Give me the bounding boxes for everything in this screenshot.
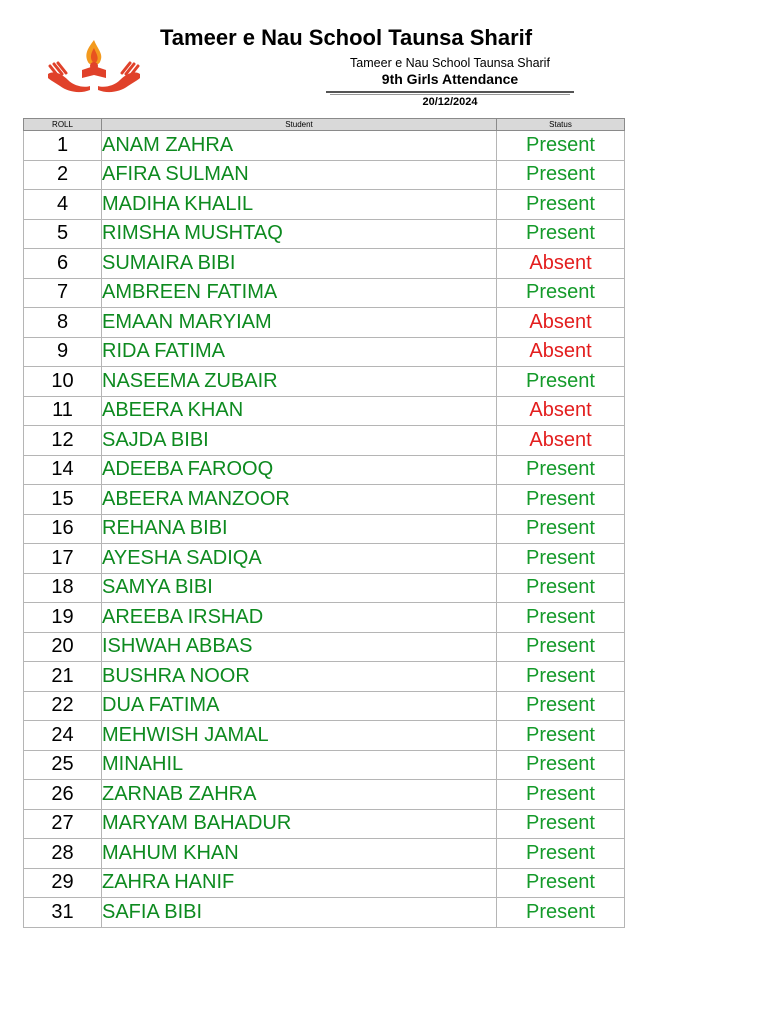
student-name-cell: SAJDA BIBI [102,426,497,456]
student-name-cell: AFIRA SULMAN [102,160,497,190]
status-cell: Absent [497,249,625,279]
attendance-table [23,118,625,928]
student-name-cell: ZARNAB ZAHRA [102,780,497,810]
student-name-cell: ABEERA MANZOOR [102,485,497,515]
table-row [24,160,625,190]
student-name-cell: ISHWAH ABBAS [102,632,497,662]
roll-cell: 28 [24,839,102,869]
roll-cell: 4 [24,190,102,220]
roll-cell: 27 [24,809,102,839]
table-row [24,308,625,338]
status-cell: Present [497,544,625,574]
roll-cell: 21 [24,662,102,692]
table-row [24,662,625,692]
status-cell: Present [497,721,625,751]
student-name-cell: RIDA FATIMA [102,337,497,367]
student-name-cell: ANAM ZAHRA [102,131,497,161]
roll-cell: 2 [24,160,102,190]
attendance-date: 20/12/2024 [422,96,478,108]
status-cell: Present [497,455,625,485]
class-title: 9th Girls Attendance [381,71,519,87]
status-cell: Present [497,190,625,220]
status-cell: Present [497,691,625,721]
student-name-cell: SAFIA BIBI [102,898,497,928]
roll-cell: 29 [24,868,102,898]
table-row [24,721,625,751]
table-row [24,603,625,633]
status-cell: Present [497,780,625,810]
title-underline-thin [330,94,570,95]
roll-cell: 15 [24,485,102,515]
table-row [24,868,625,898]
status-cell: Present [497,750,625,780]
roll-cell: 17 [24,544,102,574]
status-cell: Absent [497,396,625,426]
status-cell: Absent [497,426,625,456]
student-name-cell: ABEERA KHAN [102,396,497,426]
student-name-cell: AYESHA SADIQA [102,544,497,574]
status-cell: Present [497,898,625,928]
student-name-cell: MAHUM KHAN [102,839,497,869]
student-name-cell: SAMYA BIBI [102,573,497,603]
student-name-cell: RIMSHA MUSHTAQ [102,219,497,249]
school-title: Tameer e Nau School Taunsa Sharif [160,25,533,50]
roll-cell: 8 [24,308,102,338]
roll-cell: 10 [24,367,102,397]
roll-cell: 1 [24,131,102,161]
status-cell: Present [497,131,625,161]
status-cell: Present [497,485,625,515]
roll-cell: 20 [24,632,102,662]
column-header-roll: ROLL [24,119,102,131]
title-underline [326,91,574,93]
student-name-cell: NASEEMA ZUBAIR [102,367,497,397]
status-cell: Present [497,573,625,603]
roll-cell: 12 [24,426,102,456]
table-row [24,455,625,485]
school-logo [44,36,144,98]
school-subtitle: Tameer e Nau School Taunsa Sharif [350,56,550,70]
table-row [24,219,625,249]
student-name-cell: EMAAN MARYIAM [102,308,497,338]
roll-cell: 16 [24,514,102,544]
status-cell: Present [497,278,625,308]
status-cell: Present [497,662,625,692]
table-row [24,485,625,515]
roll-cell: 18 [24,573,102,603]
table-row [24,544,625,574]
column-header-student: Student [102,119,497,131]
roll-cell: 11 [24,396,102,426]
student-name-cell: MEHWISH JAMAL [102,721,497,751]
roll-cell: 22 [24,691,102,721]
table-row [24,278,625,308]
table-row [24,249,625,279]
table-row [24,367,625,397]
student-name-cell: ADEEBA FAROOQ [102,455,497,485]
table-row [24,514,625,544]
column-header-status: Status [497,119,625,131]
roll-cell: 14 [24,455,102,485]
student-name-cell: AREEBA IRSHAD [102,603,497,633]
roll-cell: 19 [24,603,102,633]
roll-cell: 5 [24,219,102,249]
status-cell: Present [497,603,625,633]
status-cell: Present [497,839,625,869]
roll-cell: 26 [24,780,102,810]
student-name-cell: AMBREEN FATIMA [102,278,497,308]
table-row [24,396,625,426]
status-cell: Present [497,868,625,898]
student-name-cell: REHANA BIBI [102,514,497,544]
roll-cell: 25 [24,750,102,780]
table-header-row [24,119,625,131]
student-name-cell: ZAHRA HANIF [102,868,497,898]
table-row [24,337,625,367]
student-name-cell: DUA FATIMA [102,691,497,721]
status-cell: Present [497,367,625,397]
status-cell: Present [497,809,625,839]
table-row [24,780,625,810]
table-row [24,839,625,869]
roll-cell: 31 [24,898,102,928]
status-cell: Present [497,514,625,544]
status-cell: Present [497,632,625,662]
table-row [24,190,625,220]
roll-cell: 9 [24,337,102,367]
status-cell: Absent [497,337,625,367]
table-row [24,573,625,603]
roll-cell: 7 [24,278,102,308]
attendance-rows [24,131,625,928]
table-row [24,898,625,928]
table-row [24,809,625,839]
table-row [24,632,625,662]
status-cell: Present [497,219,625,249]
table-row [24,131,625,161]
student-name-cell: MADIHA KHALIL [102,190,497,220]
table-row [24,750,625,780]
status-cell: Absent [497,308,625,338]
status-cell: Present [497,160,625,190]
student-name-cell: MARYAM BAHADUR [102,809,497,839]
roll-cell: 24 [24,721,102,751]
student-name-cell: BUSHRA NOOR [102,662,497,692]
student-name-cell: SUMAIRA BIBI [102,249,497,279]
student-name-cell: MINAHIL [102,750,497,780]
roll-cell: 6 [24,249,102,279]
table-row [24,691,625,721]
table-row [24,426,625,456]
